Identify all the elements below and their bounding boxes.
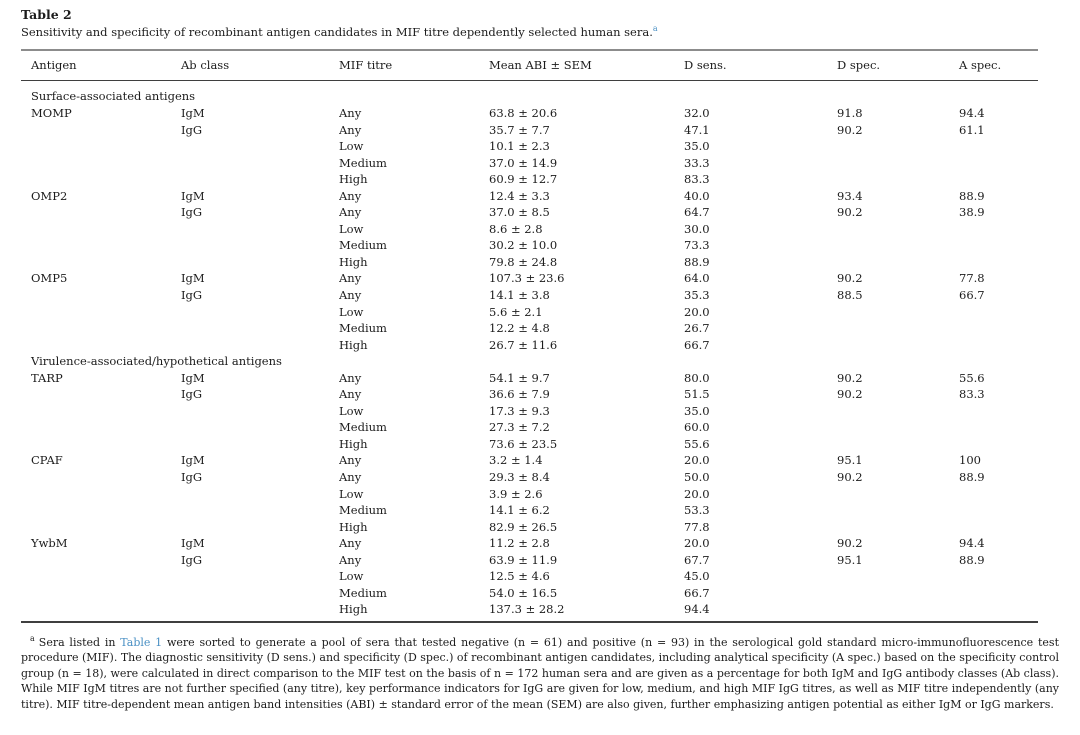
cell-antigen [21,469,181,486]
cell-ab_class [181,138,339,155]
cell-mean_abi_sem: 5.6 ± 2.1 [489,304,543,319]
table-row [21,337,1038,354]
cell-a_spec [959,486,1038,503]
cell-mif_titre: Medium [339,420,387,435]
cell-a_spec [959,237,1038,254]
cell-ab_class [181,419,339,436]
cell-ab_class [181,337,339,354]
cell-d_sens: 33.3 [684,155,710,170]
cell-mif_titre: Medium [339,503,387,518]
cell-antigen [21,237,181,254]
cell-mean_abi_sem: 79.8 ± 24.8 [489,254,558,269]
table-row [21,601,1038,622]
cell-mean_abi_sem: 63.8 ± 20.6 [489,106,558,120]
data-table [21,49,1038,623]
cell-antigen [21,419,181,436]
cell-ab_class [181,320,339,337]
caption-footnote-marker: a [652,24,658,34]
cell-mean_abi_sem: 10.1 ± 2.3 [489,139,550,154]
cell-a_spec [959,419,1038,436]
cell-a_spec: 94.4 [959,536,985,551]
cell-a_spec [959,254,1038,271]
cell-d_sens: 64.7 [684,205,710,220]
cell-ab_class: IgM [181,271,205,286]
cell-mean_abi_sem: 63.9 ± 11.9 [489,552,558,567]
table-label: Table 2 [21,7,72,22]
cell-mif_titre: High [339,436,368,451]
cell-mif_titre: Any [339,205,362,220]
cell-antigen: YwbM [31,536,68,551]
cell-a_spec: 38.9 [959,205,985,220]
cell-mif_titre: Any [339,188,362,203]
table-row [21,270,1038,287]
cell-mean_abi_sem: 14.1 ± 3.8 [489,288,550,303]
table-row [21,568,1038,585]
cell-a_spec [959,155,1038,172]
column-header-d_spec: D spec. [837,50,959,80]
cell-mean_abi_sem: 12.4 ± 3.3 [489,188,550,203]
cell-ab_class [181,171,339,188]
cell-d_sens: 30.0 [684,221,710,236]
cell-a_spec [959,519,1038,536]
cell-a_spec: 77.8 [959,271,985,286]
cell-d_sens: 94.4 [684,602,710,617]
cell-mean_abi_sem: 37.0 ± 14.9 [489,155,558,170]
table-row [21,105,1038,122]
cell-d_spec [837,304,959,321]
column-header-mif_titre: MIF titre [339,50,489,80]
table-row [21,122,1038,139]
cell-mean_abi_sem: 12.2 ± 4.8 [489,321,550,336]
cell-mean_abi_sem: 12.5 ± 4.6 [489,569,550,584]
cell-antigen [21,502,181,519]
cell-d_spec: 91.8 [837,106,863,120]
cell-mean_abi_sem: 137.3 ± 28.2 [489,602,565,617]
cell-mif_titre: High [339,172,368,187]
table-body [21,80,1038,622]
cell-ab_class [181,237,339,254]
cell-mean_abi_sem: 54.1 ± 9.7 [489,370,550,385]
table-row [21,188,1038,205]
cell-ab_class: IgG [181,122,203,137]
cell-a_spec: 88.9 [959,470,985,485]
cell-mif_titre: Low [339,569,364,584]
cell-ab_class [181,254,339,271]
cell-a_spec: 88.9 [959,188,985,203]
cell-ab_class [181,486,339,503]
cell-antigen [21,304,181,321]
cell-mean_abi_sem: 54.0 ± 16.5 [489,585,558,600]
column-header-ab_class: Ab class [181,50,339,80]
cell-ab_class: IgG [181,205,203,220]
cell-d_sens: 64.0 [684,271,710,286]
cell-d_spec [837,254,959,271]
cell-a_spec: 100 [959,453,981,468]
cell-antigen [21,337,181,354]
table-row [21,585,1038,602]
table-row [21,386,1038,403]
cell-d_spec [837,237,959,254]
cell-d_sens: 20.0 [684,486,710,501]
cell-antigen [21,221,181,238]
cell-d_spec [837,436,959,453]
cell-ab_class [181,568,339,585]
cell-mif_titre: Medium [339,238,387,253]
cell-mif_titre: Low [339,403,364,418]
section-header-row [21,353,1038,370]
cell-a_spec [959,585,1038,602]
cell-ab_class: IgM [181,188,205,203]
cell-mean_abi_sem: 60.9 ± 12.7 [489,172,558,187]
cell-mif_titre: Any [339,536,362,551]
cell-mif_titre: Medium [339,585,387,600]
cell-mean_abi_sem: 8.6 ± 2.8 [489,221,543,236]
cell-mean_abi_sem: 30.2 ± 10.0 [489,238,558,253]
table-caption-text: Sensitivity and specificity of recombinant antigen candidates in MIF titre dependently selected human sera. [21,25,653,39]
cell-antigen [21,486,181,503]
cell-d_spec: 90.2 [837,370,863,385]
cell-d_spec: 93.4 [837,188,863,203]
cell-a_spec: 61.1 [959,122,985,137]
cell-a_spec [959,221,1038,238]
cell-antigen: CPAF [31,453,63,468]
table-row [21,519,1038,536]
cell-d_sens: 20.0 [684,453,710,468]
cell-d_sens: 26.7 [684,321,710,336]
cell-antigen [21,519,181,536]
cell-mif_titre: Low [339,486,364,501]
cell-a_spec: 83.3 [959,387,985,402]
cell-d_spec [837,155,959,172]
cell-mif_titre: Any [339,271,362,286]
cell-ab_class [181,502,339,519]
column-header-a_spec: A spec. [959,50,1038,80]
cell-antigen [21,436,181,453]
cell-antigen [21,601,181,622]
table-row [21,452,1038,469]
cell-a_spec [959,601,1038,622]
table-row [21,403,1038,420]
table-row [21,221,1038,238]
cell-antigen: OMP2 [31,188,68,203]
cell-ab_class [181,519,339,536]
table-row [21,237,1038,254]
cell-ab_class [181,585,339,602]
cell-d_sens: 40.0 [684,188,710,203]
table-header-row [21,50,1038,80]
cell-antigen [21,287,181,304]
cell-d_sens: 20.0 [684,536,710,551]
cell-ab_class: IgG [181,288,203,303]
cell-d_spec [837,519,959,536]
cell-d_spec: 88.5 [837,288,863,303]
cell-a_spec [959,436,1038,453]
cell-a_spec [959,337,1038,354]
cell-mif_titre: High [339,602,368,617]
cell-antigen [21,386,181,403]
cell-mif_titre: Low [339,304,364,319]
table-row [21,370,1038,387]
cell-antigen: OMP5 [31,271,68,286]
cell-antigen: TARP [31,370,63,385]
footnote-text-post: were sorted to generate a pool of sera that tested negative (n = 61) and positive (n = 93) in the serological gold standard micro-immunofluorescence test procedure (MIF). The diagnostic sensitivity (D sens.) and specificity (D spec.) of recombinant antigen candidates, including analytical specificity (A spec.) based on the specificity control group (n = 18), were calculated in direct comparison to the MIF test on the basis of n = 172 human sera and are given as a percentage for both IgM and IgG antibody classes (Ab class). While MIF IgM titres are not further specified (any titre), key performance indicators for IgG are given for low, medium, and high MIF IgG titres, as well as MIF titre independently (any titre). MIF titre-dependent mean antigen band intensities (ABI) ± standard error of the mean (SEM) are also given, further emphasizing antigen potential as either IgM or IgG markers. [21,635,1059,711]
table-row [21,552,1038,569]
cell-antigen [21,204,181,221]
table-row [21,304,1038,321]
section-header-label: Surface-associated antigens [31,89,196,104]
table-row [21,502,1038,519]
cell-a_spec [959,502,1038,519]
cell-d_sens: 67.7 [684,552,710,567]
table-row [21,436,1038,453]
cell-d_spec [837,486,959,503]
cell-d_sens: 32.0 [684,106,710,120]
cell-mif_titre: Any [339,470,362,485]
cell-mif_titre: Any [339,122,362,137]
cell-d_spec: 90.2 [837,122,863,137]
cell-mif_titre: Any [339,552,362,567]
cell-mif_titre: Any [339,288,362,303]
cell-d_spec [837,171,959,188]
cell-a_spec: 66.7 [959,288,985,303]
cell-mif_titre: High [339,337,368,352]
cell-mean_abi_sem: 26.7 ± 11.6 [489,337,558,352]
cell-mean_abi_sem: 37.0 ± 8.5 [489,205,550,220]
cell-a_spec [959,403,1038,420]
table-row [21,171,1038,188]
cell-ab_class [181,155,339,172]
cell-a_spec [959,320,1038,337]
cell-antigen [21,155,181,172]
cell-d_sens: 35.0 [684,139,710,154]
cell-mif_titre: Medium [339,321,387,336]
cell-antigen [21,254,181,271]
cell-mean_abi_sem: 17.3 ± 9.3 [489,403,550,418]
table-row [21,320,1038,337]
column-header-mean_abi_sem: Mean ABI ± SEM [489,50,684,80]
cell-mif_titre: Any [339,453,362,468]
table-caption [21,25,1059,40]
cell-a_spec [959,171,1038,188]
cell-a_spec: 88.9 [959,552,985,567]
cell-antigen [21,320,181,337]
table-row [21,204,1038,221]
cell-mif_titre: Any [339,106,362,120]
table-row [21,469,1038,486]
cell-d_spec: 90.2 [837,536,863,551]
cell-mif_titre: Low [339,221,364,236]
cell-mif_titre: High [339,254,368,269]
cell-antigen [21,403,181,420]
cell-a_spec [959,138,1038,155]
cell-ab_class: IgG [181,552,203,567]
table1-link[interactable]: Table 1 [120,635,163,649]
cell-mean_abi_sem: 73.6 ± 23.5 [489,436,558,451]
cell-d_spec [837,585,959,602]
cell-ab_class [181,221,339,238]
cell-ab_class: IgM [181,453,205,468]
cell-d_spec [837,601,959,622]
cell-d_sens: 88.9 [684,254,710,269]
cell-ab_class [181,601,339,622]
cell-d_spec [837,568,959,585]
cell-d_sens: 50.0 [684,470,710,485]
column-header-d_sens: D sens. [684,50,837,80]
cell-d_sens: 20.0 [684,304,710,319]
cell-mean_abi_sem: 107.3 ± 23.6 [489,271,565,286]
table-row [21,155,1038,172]
cell-antigen [21,171,181,188]
cell-antigen [21,552,181,569]
table-row [21,419,1038,436]
cell-mean_abi_sem: 35.7 ± 7.7 [489,122,550,137]
cell-mif_titre: Medium [339,155,387,170]
cell-ab_class [181,403,339,420]
cell-mean_abi_sem: 3.2 ± 1.4 [489,453,543,468]
cell-d_sens: 80.0 [684,370,710,385]
table-row [21,486,1038,503]
cell-d_sens: 55.6 [684,436,710,451]
table-row [21,287,1038,304]
cell-mean_abi_sem: 36.6 ± 7.9 [489,387,550,402]
cell-d_sens: 60.0 [684,420,710,435]
cell-mean_abi_sem: 11.2 ± 2.8 [489,536,550,551]
cell-d_spec: 90.2 [837,205,863,220]
cell-d_spec [837,320,959,337]
cell-mif_titre: High [339,519,368,534]
cell-antigen [21,568,181,585]
cell-mean_abi_sem: 82.9 ± 26.5 [489,519,558,534]
table-footnote [21,635,1059,712]
cell-ab_class: IgG [181,470,203,485]
section-header-row [21,80,1038,105]
cell-a_spec: 94.4 [959,106,985,120]
cell-a_spec [959,304,1038,321]
cell-ab_class: IgM [181,370,205,385]
column-header-antigen: Antigen [21,50,181,80]
cell-d_spec: 95.1 [837,552,863,567]
cell-ab_class: IgM [181,106,205,120]
cell-d_spec [837,221,959,238]
cell-ab_class: IgG [181,387,203,402]
cell-mean_abi_sem: 3.9 ± 2.6 [489,486,543,501]
cell-d_spec [837,403,959,420]
cell-d_sens: 53.3 [684,503,710,518]
cell-d_sens: 66.7 [684,585,710,600]
cell-d_spec [837,502,959,519]
cell-ab_class: IgM [181,536,205,551]
cell-d_spec: 90.2 [837,470,863,485]
cell-d_spec: 95.1 [837,453,863,468]
cell-mif_titre: Low [339,139,364,154]
cell-mean_abi_sem: 14.1 ± 6.2 [489,503,550,518]
cell-d_sens: 35.0 [684,403,710,418]
table-row [21,138,1038,155]
cell-antigen [21,585,181,602]
cell-d_spec: 90.2 [837,387,863,402]
cell-d_spec [837,419,959,436]
cell-a_spec [959,568,1038,585]
cell-ab_class [181,304,339,321]
cell-mean_abi_sem: 27.3 ± 7.2 [489,420,550,435]
cell-d_sens: 51.5 [684,387,710,402]
cell-mif_titre: Any [339,387,362,402]
cell-d_sens: 66.7 [684,337,710,352]
table-row [21,535,1038,552]
cell-antigen [21,138,181,155]
table-row [21,254,1038,271]
cell-d_sens: 35.3 [684,288,710,303]
footnote-text-pre: Sera listed in [38,635,121,649]
footnote-marker: a [30,634,35,644]
cell-mean_abi_sem: 29.3 ± 8.4 [489,470,550,485]
cell-antigen: MOMP [31,106,72,120]
cell-d_sens: 73.3 [684,238,710,253]
cell-a_spec: 55.6 [959,370,985,385]
cell-d_sens: 83.3 [684,172,710,187]
cell-d_sens: 47.1 [684,122,710,137]
cell-ab_class [181,436,339,453]
cell-antigen [21,122,181,139]
cell-d_sens: 45.0 [684,569,710,584]
cell-d_spec [837,337,959,354]
section-header-label: Virulence-associated/hypothetical antigens [31,354,282,369]
cell-mif_titre: Any [339,370,362,385]
cell-d_spec: 90.2 [837,271,863,286]
cell-d_sens: 77.8 [684,519,710,534]
cell-d_spec [837,138,959,155]
